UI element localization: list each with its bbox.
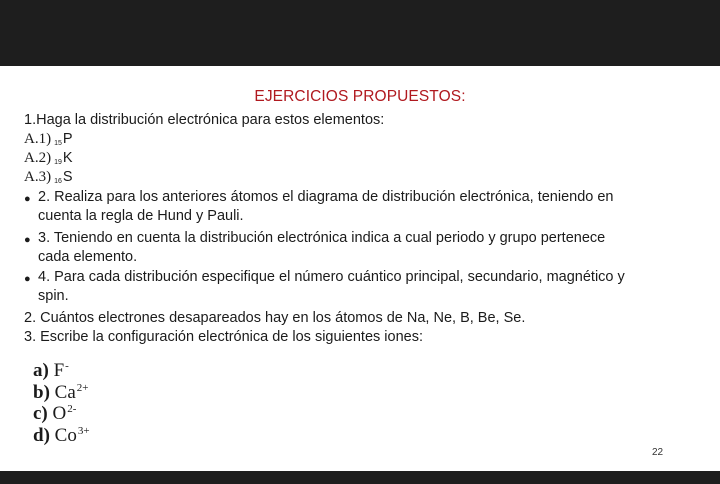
bottom-dark-bar (0, 471, 720, 484)
page-number: 22 (652, 447, 664, 458)
bullet-item-2 (38, 188, 706, 226)
atomic-number: 15 (54, 140, 62, 147)
ion-charge: - (65, 360, 69, 372)
bullet-item-3 (38, 229, 706, 267)
bullet-marker: ● (24, 273, 31, 285)
element-label: A.1) (24, 131, 52, 147)
question-1-text: 1.Haga la distribución electrónica para estos elementos: (24, 112, 385, 128)
ion-symbol: O (52, 403, 67, 424)
ion-label: a) (33, 360, 49, 381)
ion-symbol: F (53, 360, 65, 381)
ion-item-d (33, 425, 90, 447)
bullet-item-4 (38, 268, 706, 306)
bullet-line-2: cada elemento. (38, 249, 138, 265)
bullet-line-2: cuenta la regla de Hund y Pauli. (38, 208, 244, 224)
bullet-line-1: 2. Realiza para los anteriores átomos el diagrama de distribución electrónica, teniendo en (38, 189, 614, 205)
element-label: A.3) (24, 169, 52, 185)
document-title: EJERCICIOS PROPUESTOS: (254, 88, 466, 105)
ion-item-c (33, 403, 76, 425)
atomic-number: 16 (54, 178, 62, 185)
ion-symbol: Ca (54, 382, 76, 403)
ion-charge: 2- (67, 403, 77, 415)
ion-label: c) (33, 403, 48, 424)
question-3-text: 3. Escribe la configuración electrónica de los siguientes iones: (24, 329, 423, 345)
element-symbol: S (62, 169, 73, 185)
element-symbol: K (62, 150, 73, 166)
ion-item-b (33, 382, 88, 404)
element-symbol: P (62, 131, 73, 147)
bullet-line-1: 3. Teniendo en cuenta la distribución electrónica indica a cual periodo y grupo pertenece (38, 230, 606, 246)
ion-item-a (33, 360, 69, 382)
ion-symbol: Co (54, 425, 77, 446)
question-2-text: 2. Cuántos electrones desapareados hay en los átomos de Na, Ne, B, Be, Se. (24, 310, 526, 326)
ion-charge: 3+ (77, 425, 90, 437)
bullet-line-1: 4. Para cada distribución especifique el número cuántico principal, secundario, magnético y (38, 269, 625, 285)
bullet-marker: ● (24, 193, 31, 205)
ion-charge: 2+ (76, 382, 89, 394)
atomic-number: 19 (54, 159, 62, 166)
bullet-marker: ● (24, 234, 31, 246)
element-label: A.2) (24, 150, 52, 166)
document-page (0, 66, 720, 471)
ion-label: d) (33, 425, 50, 446)
ion-label: b) (33, 382, 50, 403)
top-dark-bar (0, 0, 720, 66)
bullet-line-2: spin. (38, 288, 69, 304)
